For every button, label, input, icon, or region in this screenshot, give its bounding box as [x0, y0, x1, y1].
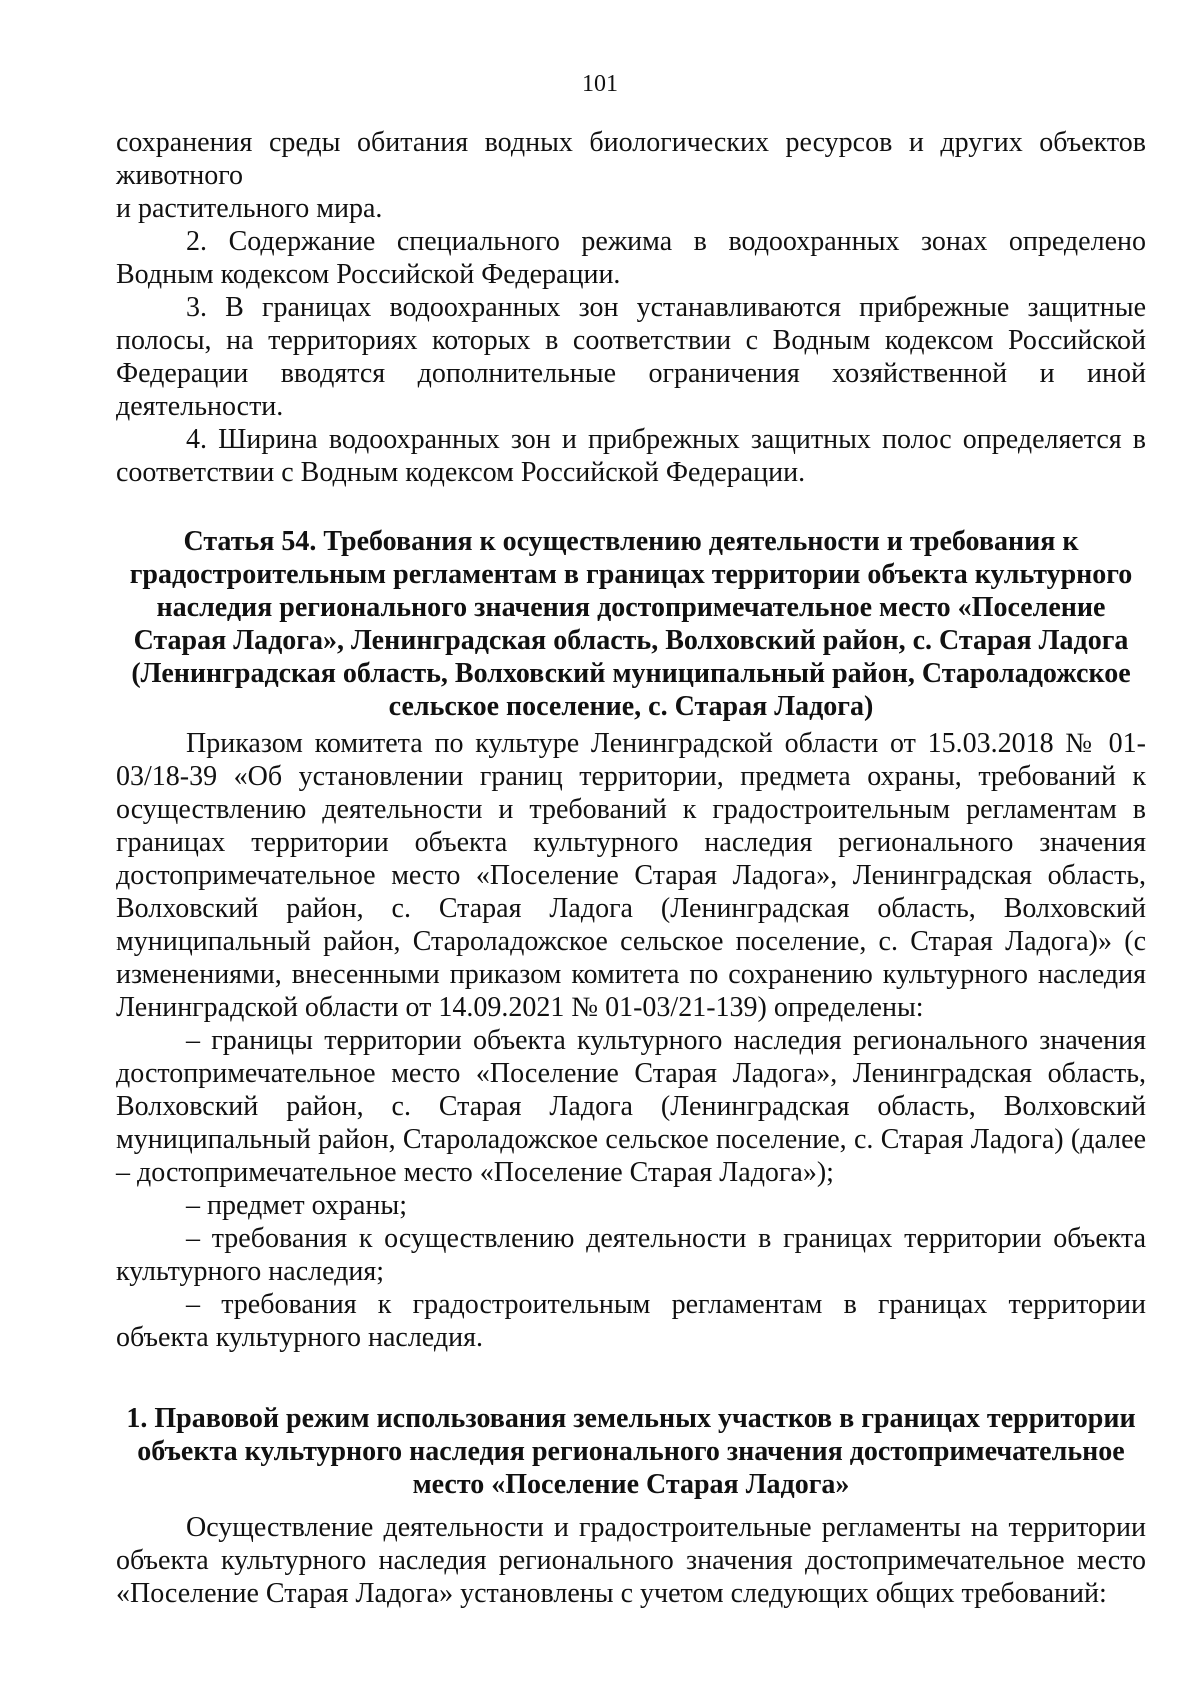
section-1-paragraph: Осуществление деятельности и градостроительные регламенты на территории объекта культурного наследия регионального значения достопримечательное место «Поселение Старая Ладога» установлены с учетом следующих общих требований: — [116, 1512, 1146, 1609]
order-paragraph: Приказом комитета по культуре Ленинградской области от 15.03.2018 № 01-03/18-39 «Об установлении границ территории, предмета охраны, требований к осуществлению деятельности и требований к градостроительным регламентам в границах территории объекта культурного наследия регионального значения достопримечательное место «Поселение Старая Ладога», Ленинградская область, Волховский район, с. Старая Ладога (Ленинградская область, Волховский муниципальный район, Староладожское сельское поселение, с. Старая Ладога)» (с изменениями, внесенными приказом комитета по сохранению культурного наследия Ленинградской области от 14.09.2021 № 01-03/21-139) определены: — [116, 728, 1146, 1023]
intro-paragraph-2: 2. Содержание специального режима в водоохранных зонах определено Водным кодексом Российской Федерации. — [116, 226, 1146, 290]
intro-paragraph-1-line-1: сохранения среды обитания водных биологических ресурсов и других объектов — [116, 127, 1146, 158]
intro-paragraph-3: 3. В границах водоохранных зон устанавливаются прибрежные защитные полосы, на территориях которых в соответствии с Водным кодексом Российской Федерации вводятся дополнительные ограничения хозяйственной и иной деятельности. — [116, 292, 1146, 422]
page-content — [116, 126, 1146, 1610]
list-item: – требования к осуществлению деятельности в границах территории объекта культурного наследия; — [116, 1223, 1146, 1287]
section-1-title: 1. Правовой режим использования земельных участков в границах территории объекта культурного наследия регионального значения достопримечательное место «Поселение Старая Ладога» — [126, 1403, 1136, 1500]
intro-paragraph-4: 4. Ширина водоохранных зон и прибрежных защитных полос определяется в соответствии с Водным кодексом Российской Федерации. — [116, 424, 1146, 488]
list-item: – границы территории объекта культурного наследия регионального значения достопримечательное место «Поселение Старая Ладога», Ленинградская область, Волховский район, с. Старая Ладога (Ленинградская область, Волховский муниципальный район, Староладожское сельское поселение, с. Старая Ладога) (далее – достопримечательное место «Поселение Старая Ладога»); — [116, 1025, 1146, 1188]
page-number: 101 — [582, 71, 618, 97]
article-54-title: Статья 54. Требования к осуществлению деятельности и требования к градостроительным регламентам в границах территории объекта культурного наследия регионального значения достопримечательное место «Поселение Старая Ладога», Ленинградская область, Волховский район, с. Старая Ладога (Ленинградская область, Волховский муниципальный район, Староладожское сельское поселение, с. Старая Ладога) — [129, 526, 1133, 722]
list-item: – предмет охраны; — [186, 1190, 407, 1221]
list-item: – требования к градостроительным регламентам в границах территории объекта культурного наследия. — [116, 1289, 1146, 1353]
intro-paragraph-1-line-3: и растительного мира. — [116, 193, 383, 224]
intro-paragraph-1-line-2: животного — [116, 160, 243, 191]
